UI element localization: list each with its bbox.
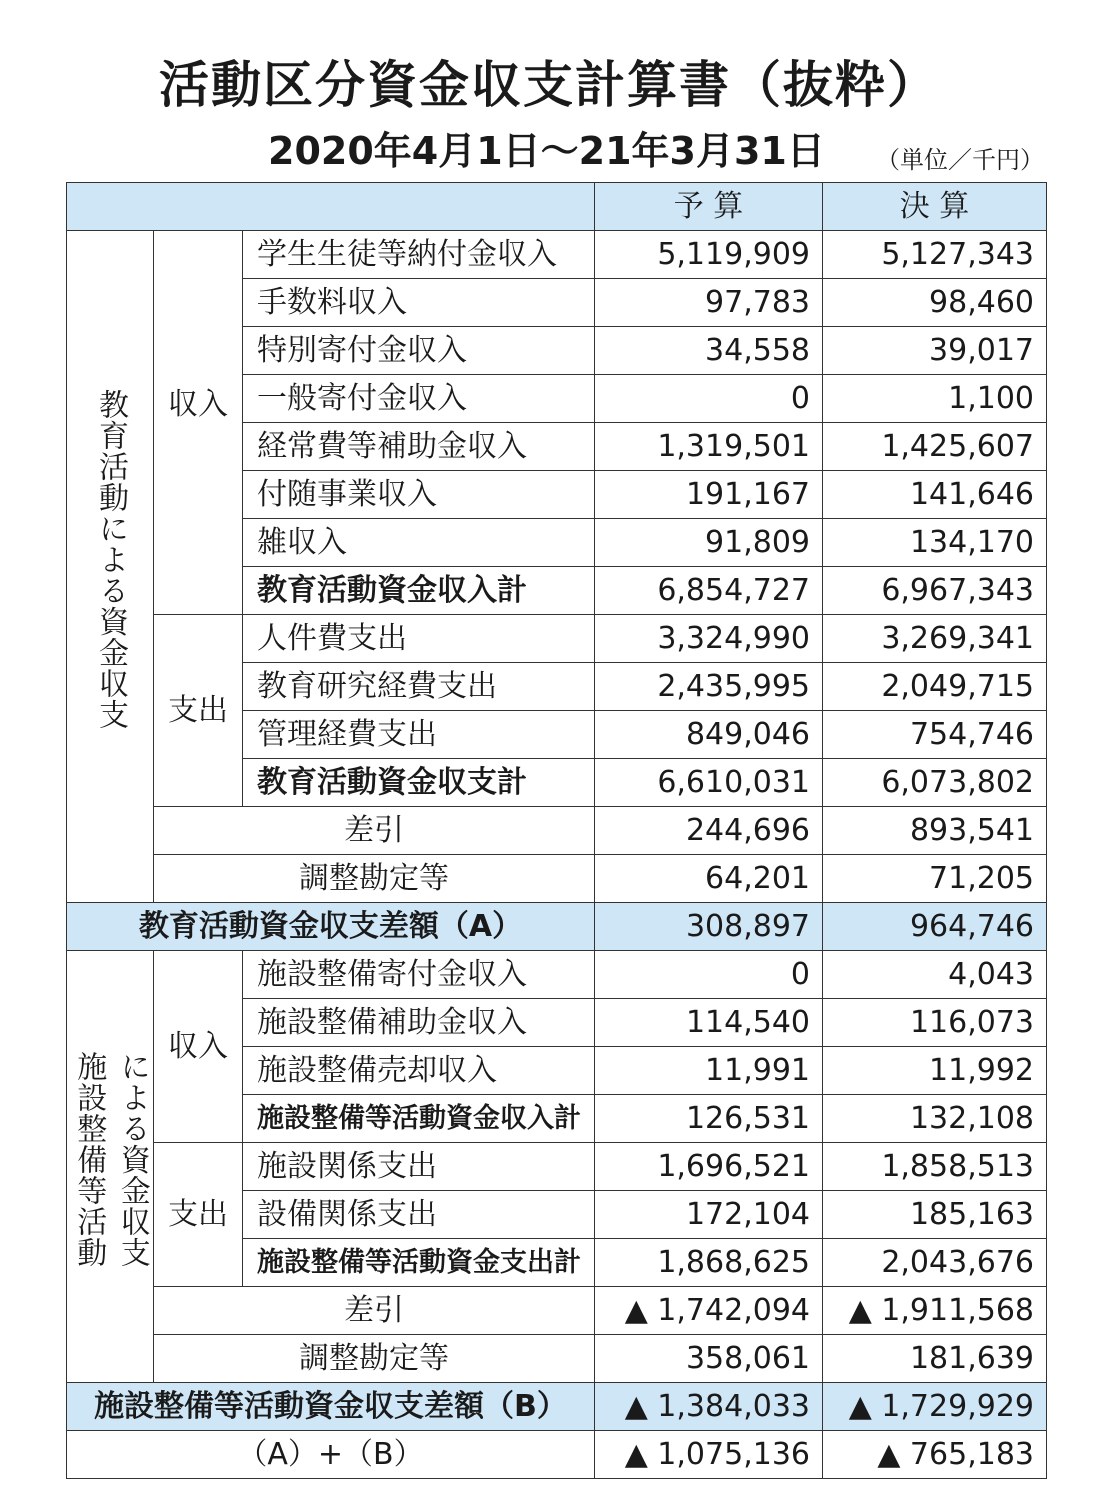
actual-cell: 132,108 <box>823 1095 1047 1143</box>
row-label: 教育活動資金収支差額（A） <box>67 903 595 951</box>
budget-cell: 126,531 <box>595 1095 823 1143</box>
actual-cell: 5,127,343 <box>823 231 1047 279</box>
row-label: 差引 <box>154 807 595 855</box>
row-label: 施設整備売却収入 <box>243 1047 595 1095</box>
row-label: 施設整備等活動資金支出計 <box>243 1239 595 1287</box>
table-row <box>67 231 1047 279</box>
row-label: 学生生徒等納付金収入 <box>243 231 595 279</box>
budget-cell: 34,558 <box>595 327 823 375</box>
actual-cell: 964,746 <box>823 903 1047 951</box>
row-label: 手数料収入 <box>243 279 595 327</box>
total-row-a <box>67 903 1047 951</box>
budget-cell: 1,319,501 <box>595 423 823 471</box>
diff-row <box>67 807 1047 855</box>
section1-label <box>67 231 154 903</box>
table-row <box>67 951 1047 999</box>
budget-cell: 849,046 <box>595 711 823 759</box>
section2-label <box>67 951 154 1383</box>
budget-cell: ▲ 1,384,033 <box>595 1383 823 1431</box>
actual-cell: ▲ 1,911,568 <box>823 1287 1047 1335</box>
section1-label-text: 教育活動による資金収支 <box>93 389 128 730</box>
row-label: 教育活動資金収入計 <box>243 567 595 615</box>
section2-expense-label: 支出 <box>154 1143 243 1287</box>
row-label: 一般寄付金収入 <box>243 375 595 423</box>
row-label: 教育活動資金収支計 <box>243 759 595 807</box>
actual-cell: 2,043,676 <box>823 1239 1047 1287</box>
actual-cell: 98,460 <box>823 279 1047 327</box>
row-label: 雑収入 <box>243 519 595 567</box>
budget-cell: 191,167 <box>595 471 823 519</box>
budget-cell: 3,324,990 <box>595 615 823 663</box>
row-label: 経常費等補助金収入 <box>243 423 595 471</box>
row-label: 管理経費支出 <box>243 711 595 759</box>
budget-cell: 172,104 <box>595 1191 823 1239</box>
row-label: 調整勘定等 <box>154 1335 595 1383</box>
row-label: 施設整備補助金収入 <box>243 999 595 1047</box>
unit-note: （単位／千円） <box>876 146 1044 174</box>
actual-cell: 185,163 <box>823 1191 1047 1239</box>
row-label: （A）+（B） <box>67 1431 595 1479</box>
section2-label-col2: による資金収支 <box>114 1051 150 1268</box>
actual-cell: 754,746 <box>823 711 1047 759</box>
budget-cell: 0 <box>595 375 823 423</box>
actual-cell: 4,043 <box>823 951 1047 999</box>
row-label: 教育研究経費支出 <box>243 663 595 711</box>
header-actual: 決 算 <box>823 183 1047 231</box>
cash-flow-table <box>66 182 1047 1479</box>
table-row <box>67 615 1047 663</box>
actual-cell: 71,205 <box>823 855 1047 903</box>
grand-total-row <box>67 1431 1047 1479</box>
budget-cell: 114,540 <box>595 999 823 1047</box>
actual-cell: 1,425,607 <box>823 423 1047 471</box>
actual-cell: 6,073,802 <box>823 759 1047 807</box>
actual-cell: 2,049,715 <box>823 663 1047 711</box>
header-blank <box>67 183 595 231</box>
page-title: 活動区分資金収支計算書（抜粋） <box>159 56 939 114</box>
budget-cell: 91,809 <box>595 519 823 567</box>
row-label: 差引 <box>154 1287 595 1335</box>
actual-cell: 39,017 <box>823 327 1047 375</box>
actual-cell: 893,541 <box>823 807 1047 855</box>
row-label: 付随事業収入 <box>243 471 595 519</box>
actual-cell: 134,170 <box>823 519 1047 567</box>
actual-cell: 6,967,343 <box>823 567 1047 615</box>
actual-cell: 1,100 <box>823 375 1047 423</box>
section1-income-label: 収入 <box>154 231 243 615</box>
table-row <box>67 1143 1047 1191</box>
header-budget: 予 算 <box>595 183 823 231</box>
adjust-row <box>67 855 1047 903</box>
budget-cell: 308,897 <box>595 903 823 951</box>
actual-cell: 141,646 <box>823 471 1047 519</box>
period-subtitle: 2020年4月1日～21年3月31日 <box>268 129 825 173</box>
budget-cell: 6,610,031 <box>595 759 823 807</box>
budget-cell: ▲ 1,742,094 <box>595 1287 823 1335</box>
actual-cell: 11,992 <box>823 1047 1047 1095</box>
row-label: 設備関係支出 <box>243 1191 595 1239</box>
budget-cell: 11,991 <box>595 1047 823 1095</box>
budget-cell: ▲ 1,075,136 <box>595 1431 823 1479</box>
header-row <box>67 183 1047 231</box>
row-label: 施設整備等活動資金収入計 <box>243 1095 595 1143</box>
actual-cell: ▲ 765,183 <box>823 1431 1047 1479</box>
row-label: 調整勘定等 <box>154 855 595 903</box>
actual-cell: 1,858,513 <box>823 1143 1047 1191</box>
section2-income-label: 収入 <box>154 951 243 1143</box>
budget-cell: 64,201 <box>595 855 823 903</box>
actual-cell: 116,073 <box>823 999 1047 1047</box>
budget-cell: 1,868,625 <box>595 1239 823 1287</box>
section1-expense-label: 支出 <box>154 615 243 807</box>
actual-cell: 181,639 <box>823 1335 1047 1383</box>
budget-cell: 2,435,995 <box>595 663 823 711</box>
actual-cell: 3,269,341 <box>823 615 1047 663</box>
row-label: 施設整備寄付金収入 <box>243 951 595 999</box>
budget-cell: 97,783 <box>595 279 823 327</box>
row-label: 施設関係支出 <box>243 1143 595 1191</box>
section2-label-col1: 施設整備等活動 <box>71 1051 107 1268</box>
actual-cell: ▲ 1,729,929 <box>823 1383 1047 1431</box>
budget-cell: 358,061 <box>595 1335 823 1383</box>
row-label: 特別寄付金収入 <box>243 327 595 375</box>
budget-cell: 1,696,521 <box>595 1143 823 1191</box>
budget-cell: 244,696 <box>595 807 823 855</box>
adjust-row <box>67 1335 1047 1383</box>
diff-row <box>67 1287 1047 1335</box>
budget-cell: 0 <box>595 951 823 999</box>
budget-cell: 5,119,909 <box>595 231 823 279</box>
total-row-b <box>67 1383 1047 1431</box>
row-label: 施設整備等活動資金収支差額（B） <box>67 1383 595 1431</box>
budget-cell: 6,854,727 <box>595 567 823 615</box>
row-label: 人件費支出 <box>243 615 595 663</box>
